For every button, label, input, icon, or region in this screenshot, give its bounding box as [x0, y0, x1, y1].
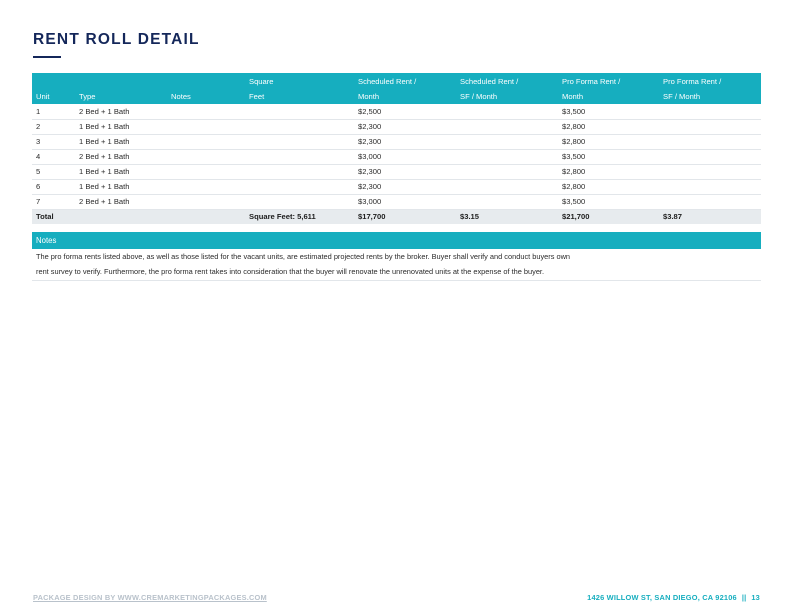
cell-square-feet: [245, 179, 354, 194]
table-row: [32, 149, 761, 164]
cell-pro-forma-rent: $2,800: [558, 119, 659, 134]
cell-square-feet: [245, 134, 354, 149]
property-address: 1426 WILLOW ST, SAN DIEGO, CA 92106: [587, 593, 737, 602]
header-scheduled-rent-sf: Scheduled Rent / SF / Month: [456, 73, 558, 104]
cell-pro-forma-rent: $3,500: [558, 194, 659, 209]
table-row: [32, 119, 761, 134]
cell-type: 1 Bed + 1 Bath: [75, 164, 167, 179]
cell-pro-forma-rent-sf: [659, 134, 761, 149]
table-row: [32, 104, 761, 119]
cell-scheduled-rent-sf: [456, 179, 558, 194]
cell-square-feet: [245, 164, 354, 179]
cell-scheduled-rent-sf: [456, 149, 558, 164]
header-square-feet: Square Feet: [245, 73, 354, 104]
cell-notes: [167, 179, 245, 194]
table-row: [32, 134, 761, 149]
cell-pro-forma-rent-sf: [659, 164, 761, 179]
cell-square-feet: [245, 119, 354, 134]
cell-scheduled-rent: $3,000: [354, 149, 456, 164]
header-pro-forma-rent-sf: Pro Forma Rent / SF / Month: [659, 73, 761, 104]
cell-scheduled-rent-sf: [456, 194, 558, 209]
cell-unit: 6: [32, 179, 75, 194]
cell-type: 1 Bed + 1 Bath: [75, 119, 167, 134]
cell-type: 2 Bed + 1 Bath: [75, 194, 167, 209]
header-pro-forma-rent-month: Pro Forma Rent / Month: [558, 73, 659, 104]
notes-line: rent survey to verify. Furthermore, the pro forma rent takes into consideration that the buyer will renovate the unrenovated units at the expense of the buyer.: [36, 266, 545, 276]
cell-unit: 1: [32, 104, 75, 119]
header-notes: Notes: [167, 73, 245, 104]
header-scheduled-rent-month: Scheduled Rent / Month: [354, 73, 456, 104]
cell-pro-forma-rent: $2,800: [558, 164, 659, 179]
cell-square-feet: [245, 149, 354, 164]
total-scheduled-rent-sf: $3.15: [456, 209, 558, 224]
header-unit: Unit: [32, 73, 75, 104]
total-type: [75, 209, 167, 224]
cell-pro-forma-rent: $2,800: [558, 134, 659, 149]
cell-pro-forma-rent-sf: [659, 104, 761, 119]
cell-pro-forma-rent-sf: [659, 149, 761, 164]
cell-scheduled-rent: $3,000: [354, 194, 456, 209]
total-scheduled-rent: $17,700: [354, 209, 456, 224]
table-row: [32, 194, 761, 209]
cell-unit: 3: [32, 134, 75, 149]
table-row: [32, 179, 761, 194]
cell-scheduled-rent: $2,300: [354, 119, 456, 134]
cell-unit: 2: [32, 119, 75, 134]
cell-pro-forma-rent-sf: [659, 194, 761, 209]
cell-type: 1 Bed + 1 Bath: [75, 179, 167, 194]
cell-square-feet: [245, 194, 354, 209]
total-pro-forma-rent: $21,700: [558, 209, 659, 224]
page-title: RENT ROLL DETAIL: [33, 31, 200, 48]
cell-type: 2 Bed + 1 Bath: [75, 149, 167, 164]
cell-pro-forma-rent: $3,500: [558, 149, 659, 164]
cell-notes: [167, 164, 245, 179]
cell-scheduled-rent: $2,300: [354, 134, 456, 149]
total-notes: [167, 209, 245, 224]
total-pro-forma-rent-sf: $3.87: [659, 209, 761, 224]
notes-header: Notes: [32, 232, 761, 249]
rent-roll-table: [32, 73, 761, 224]
cell-pro-forma-rent-sf: [659, 119, 761, 134]
cell-scheduled-rent-sf: [456, 119, 558, 134]
cell-unit: 4: [32, 149, 75, 164]
cell-notes: [167, 134, 245, 149]
cell-notes: [167, 194, 245, 209]
cell-pro-forma-rent: $2,800: [558, 179, 659, 194]
header-type: Type: [75, 73, 167, 104]
total-label: Total: [32, 209, 75, 224]
footer-address: [587, 593, 760, 602]
cell-scheduled-rent: $2,500: [354, 104, 456, 119]
notes-text: [32, 250, 761, 281]
table-header-row: [32, 73, 761, 104]
cell-scheduled-rent: $2,300: [354, 179, 456, 194]
cell-scheduled-rent: $2,300: [354, 164, 456, 179]
cell-type: 1 Bed + 1 Bath: [75, 134, 167, 149]
cell-unit: 5: [32, 164, 75, 179]
notes-line: The pro forma rents listed above, as well as those listed for the vacant units, are estimated projected rents by the broker. Buyer shall verify and conduct buyers own: [36, 252, 571, 261]
cell-pro-forma-rent-sf: [659, 179, 761, 194]
footer-separator: ||: [741, 593, 747, 602]
cell-scheduled-rent-sf: [456, 104, 558, 119]
cell-square-feet: [245, 104, 354, 119]
total-square-feet: Square Feet: 5,611: [245, 209, 354, 224]
title-underline: [33, 56, 61, 58]
footer-credit-link[interactable]: PACKAGE DESIGN BY WWW.CREMARKETINGPACKAGES.COM: [33, 593, 267, 602]
cell-notes: [167, 149, 245, 164]
cell-scheduled-rent-sf: [456, 134, 558, 149]
cell-type: 2 Bed + 1 Bath: [75, 104, 167, 119]
cell-notes: [167, 104, 245, 119]
cell-scheduled-rent-sf: [456, 164, 558, 179]
total-row: [32, 209, 761, 224]
cell-unit: 7: [32, 194, 75, 209]
cell-pro-forma-rent: $3,500: [558, 104, 659, 119]
page-number: 13: [751, 593, 760, 602]
cell-notes: [167, 119, 245, 134]
table-row: [32, 164, 761, 179]
